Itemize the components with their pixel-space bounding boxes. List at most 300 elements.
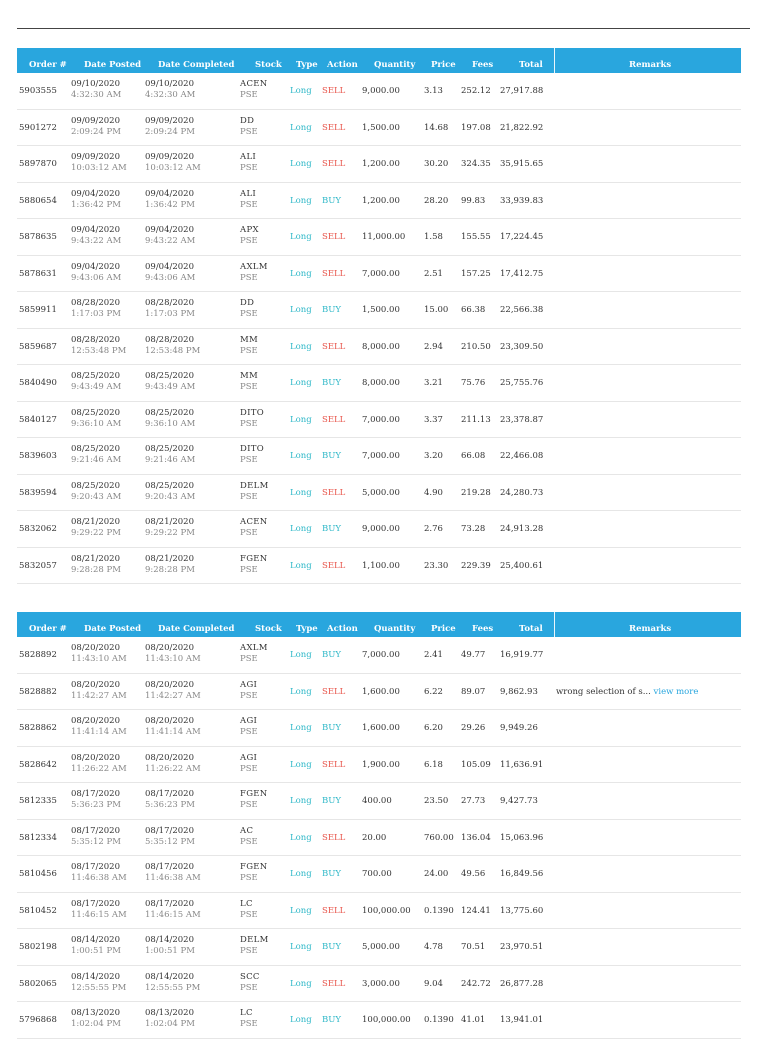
fees: 29.26 [461, 723, 486, 733]
time-posted: 5:35:12 PM [71, 836, 121, 847]
order-number: 5796868 [19, 1015, 57, 1025]
stock-exchange: PSE [240, 455, 258, 465]
stock-symbol: AGI [240, 679, 258, 690]
price: 3.21 [424, 378, 443, 388]
time-posted: 12:55:55 PM [71, 982, 127, 993]
total: 9,862.93 [500, 686, 538, 697]
time-posted: 1:00:51 PM [71, 946, 121, 956]
total: 23,970.51 [500, 942, 544, 952]
orders-table-2 [17, 612, 741, 1039]
time-completed: 9:43:06 AM [145, 272, 196, 283]
table-row[interactable] [17, 783, 741, 820]
fees: 89.07 [461, 686, 486, 697]
header-quantity[interactable]: Quantity [374, 60, 416, 70]
quantity: 9,000.00 [362, 86, 400, 96]
total: 24,913.28 [500, 524, 544, 534]
stock-symbol: MM [240, 334, 259, 345]
header-type[interactable]: Type [296, 624, 318, 634]
date-posted: 09/04/2020 [71, 225, 120, 235]
date-posted: 08/17/2020 [71, 789, 120, 799]
quantity: 100,000.00 [362, 1015, 411, 1025]
total: 15,063.96 [500, 832, 544, 843]
position-type: Long [290, 723, 312, 733]
position-type: Long [290, 268, 312, 279]
date-completed: 08/25/2020 [145, 444, 194, 454]
position-type: Long [290, 796, 312, 806]
date-posted: 09/04/2020 [71, 188, 120, 199]
position-type: Long [290, 122, 312, 133]
header-stock[interactable]: Stock [255, 624, 282, 634]
position-type: Long [290, 414, 312, 425]
quantity: 8,000.00 [362, 341, 400, 352]
position-type: Long [290, 650, 312, 660]
stock-exchange: PSE [240, 199, 258, 210]
stock-symbol: DELM [240, 480, 269, 491]
header-date-completed[interactable]: Date Completed [158, 624, 235, 634]
trade-action: BUY [322, 1015, 342, 1025]
quantity: 9,000.00 [362, 524, 400, 534]
date-posted: 08/17/2020 [71, 898, 120, 909]
total: 17,224.45 [500, 232, 544, 242]
order-number: 5810452 [19, 905, 57, 916]
quantity: 1,200.00 [362, 159, 400, 169]
date-posted: 08/20/2020 [71, 679, 120, 690]
header-action[interactable]: Action [327, 60, 358, 70]
time-completed: 5:36:23 PM [145, 800, 195, 810]
order-number: 5840490 [19, 378, 57, 388]
time-posted: 9:29:22 PM [71, 528, 121, 538]
price: 0.1390 [424, 905, 454, 916]
trade-action: BUY [322, 305, 342, 315]
top-divider [17, 28, 750, 29]
trade-action: SELL [322, 905, 346, 916]
quantity: 11,000.00 [362, 232, 406, 242]
header-separator [554, 612, 555, 637]
date-completed: 09/09/2020 [145, 152, 194, 162]
date-completed: 08/20/2020 [145, 643, 194, 653]
trade-action: SELL [322, 341, 346, 352]
date-completed: 08/20/2020 [145, 716, 194, 726]
order-number: 5839603 [19, 451, 57, 461]
time-posted: 10:03:12 AM [71, 163, 127, 173]
order-number: 5878631 [19, 268, 57, 279]
stock-exchange: PSE [240, 345, 258, 356]
position-type: Long [290, 195, 312, 206]
order-number: 5812335 [19, 796, 57, 806]
table-row[interactable] [17, 674, 741, 711]
trade-action: BUY [322, 723, 342, 733]
header-action[interactable]: Action [327, 624, 358, 634]
price: 14.68 [424, 122, 449, 133]
total: 26,877.28 [500, 978, 544, 989]
stock-symbol: LC [240, 1008, 253, 1018]
table-row[interactable] [17, 856, 741, 893]
fees: 136.04 [461, 832, 491, 843]
header-quantity[interactable]: Quantity [374, 624, 416, 634]
table-row[interactable] [17, 402, 741, 439]
trade-action: BUY [322, 378, 342, 388]
stock-symbol: DD [240, 115, 255, 126]
date-completed: 08/20/2020 [145, 752, 194, 763]
price: 30.20 [424, 159, 449, 169]
fees: 27.73 [461, 796, 486, 806]
total: 23,378.87 [500, 414, 544, 425]
time-posted: 5:36:23 PM [71, 800, 121, 810]
position-type: Long [290, 942, 312, 952]
total: 16,919.77 [500, 650, 544, 660]
date-posted: 08/20/2020 [71, 643, 120, 653]
table-row[interactable] [17, 219, 741, 256]
header-type[interactable]: Type [296, 60, 318, 70]
stock-symbol: ACEN [240, 79, 268, 89]
position-type: Long [290, 905, 312, 916]
quantity: 7,000.00 [362, 650, 400, 660]
fees: 229.39 [461, 560, 491, 571]
header-fees[interactable]: Fees [472, 60, 494, 70]
trade-action: SELL [322, 832, 346, 843]
date-posted: 08/13/2020 [71, 1008, 120, 1018]
stock-symbol: AC [240, 825, 254, 836]
date-completed: 08/17/2020 [145, 862, 194, 872]
header-remarks[interactable]: Remarks [629, 624, 672, 634]
time-posted: 12:53:48 PM [71, 345, 127, 356]
total: 13,941.01 [500, 1015, 544, 1025]
header-date-posted[interactable]: Date Posted [84, 60, 142, 70]
price: 9.04 [424, 978, 443, 989]
order-number: 5839594 [19, 487, 57, 498]
stock-exchange: PSE [240, 1019, 258, 1029]
price: 0.1390 [424, 1015, 454, 1025]
order-number: 5828642 [19, 759, 57, 770]
quantity: 100,000.00 [362, 905, 411, 916]
stock-exchange: PSE [240, 272, 258, 283]
stock-exchange: PSE [240, 727, 258, 737]
table-row[interactable] [17, 475, 741, 512]
price: 6.20 [424, 723, 443, 733]
table-row[interactable] [17, 820, 741, 857]
trade-action: SELL [322, 122, 346, 133]
time-posted: 9:20:43 AM [71, 491, 122, 502]
time-completed: 11:43:10 AM [145, 654, 201, 664]
fees: 49.56 [461, 869, 486, 879]
time-completed: 9:43:22 AM [145, 236, 196, 246]
total: 9,427.73 [500, 796, 538, 806]
time-completed: 1:00:51 PM [145, 946, 195, 956]
date-posted: 09/04/2020 [71, 261, 120, 272]
table-row[interactable] [17, 365, 741, 402]
quantity: 5,000.00 [362, 942, 400, 952]
quantity: 400.00 [362, 796, 392, 806]
quantity: 7,000.00 [362, 414, 400, 425]
quantity: 1,900.00 [362, 759, 400, 770]
trade-action: BUY [322, 942, 342, 952]
date-completed: 08/25/2020 [145, 480, 194, 491]
stock-exchange: PSE [240, 909, 258, 920]
header-order[interactable]: Order # [29, 60, 67, 70]
header-price[interactable]: Price [431, 624, 456, 634]
time-posted: 11:26:22 AM [71, 763, 127, 774]
stock-symbol: MM [240, 371, 259, 381]
trade-action: SELL [322, 978, 346, 989]
stock-exchange: PSE [240, 491, 258, 502]
price: 2.41 [424, 650, 443, 660]
price: 1.58 [424, 232, 443, 242]
stock-symbol: AGI [240, 752, 258, 763]
total: 24,280.73 [500, 487, 544, 498]
time-posted: 9:36:10 AM [71, 418, 122, 429]
table-row[interactable] [17, 747, 741, 784]
fees: 211.13 [461, 414, 491, 425]
date-posted: 08/21/2020 [71, 517, 120, 527]
fees: 49.77 [461, 650, 486, 660]
table-row[interactable] [17, 110, 741, 147]
date-posted: 08/28/2020 [71, 334, 120, 345]
date-completed: 08/13/2020 [145, 1008, 194, 1018]
price: 23.50 [424, 796, 449, 806]
table-row[interactable] [17, 256, 741, 293]
time-posted: 11:46:38 AM [71, 873, 127, 883]
quantity: 700.00 [362, 869, 392, 879]
time-posted: 1:17:03 PM [71, 309, 121, 319]
trade-action: SELL [322, 86, 346, 96]
header-remarks[interactable]: Remarks [629, 60, 672, 70]
table-row[interactable] [17, 548, 741, 585]
table-row[interactable] [17, 438, 741, 475]
fees: 324.35 [461, 159, 491, 169]
stock-exchange: PSE [240, 564, 258, 575]
time-completed: 2:09:24 PM [145, 126, 195, 137]
trade-action: BUY [322, 451, 342, 461]
trade-action: SELL [322, 159, 346, 169]
date-completed: 08/17/2020 [145, 898, 194, 909]
header-total[interactable]: Total [519, 624, 543, 634]
position-type: Long [290, 305, 312, 315]
position-type: Long [290, 1015, 312, 1025]
time-posted: 11:43:10 AM [71, 654, 127, 664]
order-number: 5901272 [19, 122, 57, 133]
stock-exchange: PSE [240, 528, 258, 538]
stock-symbol: FGEN [240, 862, 268, 872]
date-posted: 08/25/2020 [71, 444, 120, 454]
fees: 197.08 [461, 122, 491, 133]
time-completed: 11:41:14 AM [145, 727, 201, 737]
header-price[interactable]: Price [431, 60, 456, 70]
header-total[interactable]: Total [519, 60, 543, 70]
date-posted: 08/25/2020 [71, 371, 120, 381]
stock-exchange: PSE [240, 690, 258, 701]
order-number: 5802065 [19, 978, 57, 989]
remarks-cell [556, 687, 698, 697]
fees: 66.38 [461, 305, 486, 315]
total: 33,939.83 [500, 195, 544, 206]
quantity: 5,000.00 [362, 487, 400, 498]
stock-symbol: LC [240, 898, 253, 909]
date-posted: 09/10/2020 [71, 79, 120, 89]
stock-exchange: PSE [240, 946, 258, 956]
fees: 73.28 [461, 524, 486, 534]
header-order[interactable]: Order # [29, 624, 67, 634]
total: 25,400.61 [500, 560, 544, 571]
trade-action: SELL [322, 232, 346, 242]
table-row[interactable] [17, 292, 741, 329]
stock-symbol: FGEN [240, 789, 268, 799]
stock-symbol: FGEN [240, 553, 268, 564]
time-posted: 9:43:22 AM [71, 236, 122, 246]
position-type: Long [290, 524, 312, 534]
position-type: Long [290, 487, 312, 498]
header-stock[interactable]: Stock [255, 60, 282, 70]
time-completed: 4:32:30 AM [145, 90, 196, 100]
stock-exchange: PSE [240, 654, 258, 664]
date-completed: 08/20/2020 [145, 679, 194, 690]
date-posted: 08/14/2020 [71, 971, 120, 982]
fees: 75.76 [461, 378, 486, 388]
time-completed: 11:42:27 AM [145, 690, 201, 701]
price: 4.78 [424, 942, 443, 952]
table-row[interactable] [17, 146, 741, 183]
stock-symbol: DITO [240, 407, 265, 418]
price: 2.51 [424, 268, 443, 279]
table-row[interactable] [17, 637, 741, 674]
price: 760.00 [424, 832, 454, 843]
date-completed: 08/25/2020 [145, 407, 194, 418]
fees: 242.72 [461, 978, 491, 989]
stock-exchange: PSE [240, 382, 258, 392]
fees: 105.09 [461, 759, 491, 770]
header-date-completed[interactable]: Date Completed [158, 60, 235, 70]
date-completed: 09/04/2020 [145, 261, 194, 272]
total: 21,822.92 [500, 122, 544, 133]
total: 13,775.60 [500, 905, 544, 916]
date-completed: 09/04/2020 [145, 225, 194, 235]
price: 3.20 [424, 451, 443, 461]
order-number: 5828882 [19, 686, 57, 697]
quantity: 1,600.00 [362, 686, 400, 697]
date-completed: 08/17/2020 [145, 789, 194, 799]
quantity: 1,600.00 [362, 723, 400, 733]
date-posted: 08/21/2020 [71, 553, 120, 564]
time-completed: 1:36:42 PM [145, 199, 195, 210]
time-completed: 1:02:04 PM [145, 1019, 195, 1029]
date-completed: 09/09/2020 [145, 115, 194, 126]
remarks-text: wrong selection of s... [556, 686, 651, 697]
header-fees[interactable]: Fees [472, 624, 494, 634]
order-number: 5840127 [19, 414, 57, 425]
trade-action: SELL [322, 268, 346, 279]
stock-symbol: APX [240, 225, 259, 235]
table-row[interactable] [17, 1002, 741, 1039]
table-header [17, 612, 741, 637]
date-completed: 08/21/2020 [145, 517, 194, 527]
stock-exchange: PSE [240, 90, 258, 100]
order-number: 5903555 [19, 86, 57, 96]
table-row[interactable] [17, 511, 741, 548]
date-posted: 08/20/2020 [71, 752, 120, 763]
time-posted: 11:42:27 AM [71, 690, 127, 701]
time-completed: 11:26:22 AM [145, 763, 201, 774]
price: 2.94 [424, 341, 443, 352]
fees: 252.12 [461, 86, 491, 96]
stock-exchange: PSE [240, 236, 258, 246]
date-completed: 08/28/2020 [145, 334, 194, 345]
total: 9,949.26 [500, 723, 538, 733]
quantity: 1,500.00 [362, 122, 400, 133]
order-number: 5859687 [19, 341, 57, 352]
time-posted: 9:28:28 PM [71, 564, 121, 575]
view-more-link[interactable]: view more [653, 686, 699, 697]
fees: 66.08 [461, 451, 486, 461]
table-row[interactable] [17, 893, 741, 930]
table-body [17, 637, 741, 1039]
fees: 155.55 [461, 232, 491, 242]
table-row[interactable] [17, 929, 741, 966]
time-completed: 9:28:28 PM [145, 564, 195, 575]
stock-exchange: PSE [240, 800, 258, 810]
total: 27,917.88 [500, 86, 544, 96]
stock-exchange: PSE [240, 163, 258, 173]
total: 16,849.56 [500, 869, 544, 879]
date-posted: 09/09/2020 [71, 152, 120, 162]
date-completed: 08/14/2020 [145, 971, 194, 982]
price: 24.00 [424, 869, 449, 879]
position-type: Long [290, 341, 312, 352]
price: 23.30 [424, 560, 449, 571]
time-completed: 11:46:15 AM [145, 909, 201, 920]
order-number: 5802198 [19, 942, 57, 952]
date-posted: 08/14/2020 [71, 935, 120, 945]
quantity: 1,100.00 [362, 560, 400, 571]
table-row[interactable] [17, 329, 741, 366]
orders-table-1 [17, 48, 741, 584]
total: 25,755.76 [500, 378, 544, 388]
order-number: 5812334 [19, 832, 57, 843]
table-row[interactable] [17, 966, 741, 1003]
stock-symbol: DELM [240, 935, 269, 945]
position-type: Long [290, 759, 312, 770]
date-completed: 09/10/2020 [145, 79, 194, 89]
fees: 210.50 [461, 341, 491, 352]
total: 35,915.65 [500, 159, 544, 169]
order-number: 5832057 [19, 560, 57, 571]
trade-action: SELL [322, 560, 346, 571]
price: 28.20 [424, 195, 449, 206]
price: 15.00 [424, 305, 449, 315]
date-posted: 08/25/2020 [71, 407, 120, 418]
stock-symbol: AXLM [240, 261, 268, 272]
trade-action: BUY [322, 869, 342, 879]
trade-action: BUY [322, 796, 342, 806]
quantity: 7,000.00 [362, 451, 400, 461]
fees: 124.41 [461, 905, 491, 916]
time-posted: 11:46:15 AM [71, 909, 127, 920]
table-row[interactable] [17, 183, 741, 220]
date-posted: 08/28/2020 [71, 298, 120, 308]
position-type: Long [290, 378, 312, 388]
header-date-posted[interactable]: Date Posted [84, 624, 142, 634]
date-posted: 09/09/2020 [71, 115, 120, 126]
position-type: Long [290, 560, 312, 571]
trade-action: BUY [322, 650, 342, 660]
stock-symbol: ALI [240, 188, 257, 199]
order-number: 5897870 [19, 159, 57, 169]
table-row[interactable] [17, 73, 741, 110]
table-row[interactable] [17, 710, 741, 747]
price: 3.37 [424, 414, 443, 425]
table-body [17, 73, 741, 584]
stock-exchange: PSE [240, 873, 258, 883]
time-posted: 9:43:49 AM [71, 382, 122, 392]
date-posted: 08/17/2020 [71, 862, 120, 872]
